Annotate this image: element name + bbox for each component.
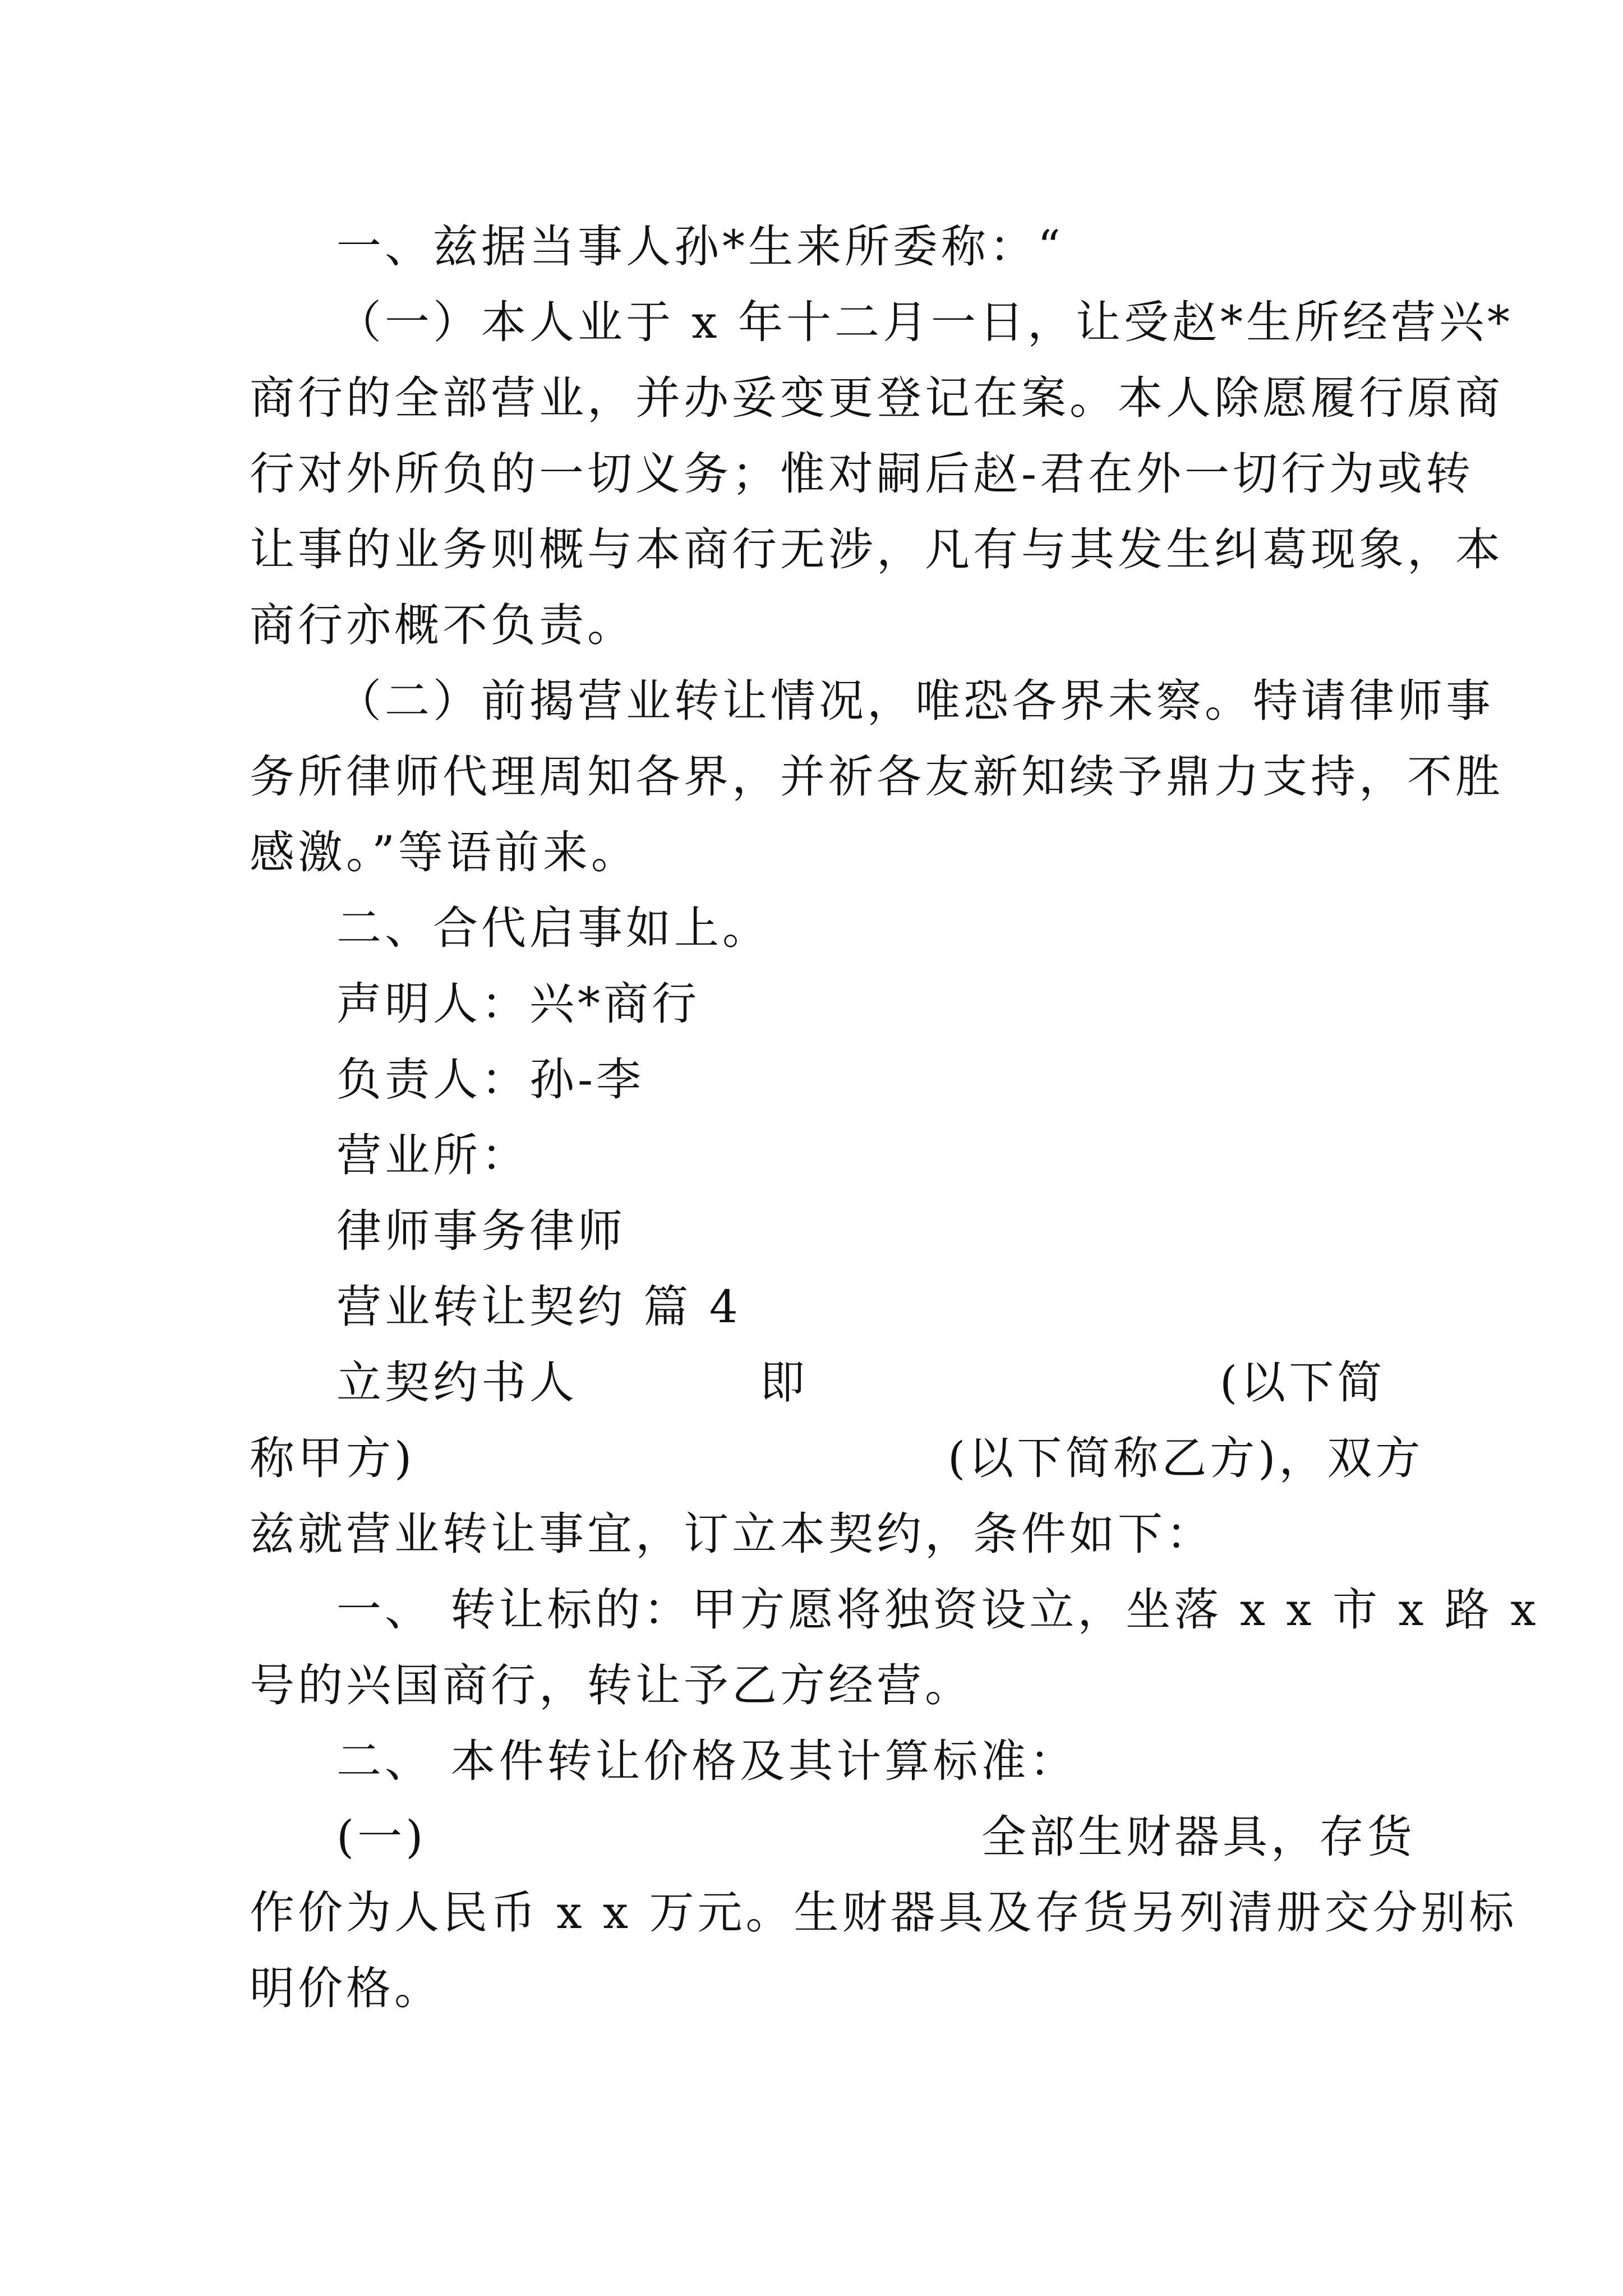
signature-line: 营业所： (336, 1129, 529, 1181)
paragraph-line: （一）本人业于 x 年十二月一日，让受赵*生所经营兴* (336, 296, 1513, 348)
paragraph-line: 务所律师代理周知各界，并祈各友新知续予鼎力支持，不胜 (250, 751, 1504, 803)
clause-line: 号的兴国商行，转让予乙方经营。 (250, 1659, 973, 1711)
signature-line: 声明人：兴*商行 (336, 978, 700, 1030)
paragraph-line: 一、兹据当事人孙*生来所委称：“ (336, 220, 1064, 273)
contract-party-label: 立契约书人 (336, 1356, 578, 1409)
paragraph-line: 兹就营业转让事宜，订立本契约，条件如下： (250, 1508, 1214, 1560)
paragraph-line: 感激。”等语前来。 (250, 826, 639, 878)
paragraph-line: 行对外所负的一切义务；惟对嗣后赵-君在外一切行为或转 (250, 448, 1474, 500)
paragraph-line: 作价为人民币 x x 万元。生财器具及存货另列清册交分别标 (250, 1887, 1518, 1939)
paragraph-line: 商行亦概不负责。 (250, 599, 635, 651)
item-text: 全部生财器具，存货 (981, 1811, 1415, 1863)
paragraph-line: 二、合代启事如上。 (336, 902, 771, 954)
paragraph-line: （二）前揭营业转让情况，唯恐各界未察。特请律师事 (336, 675, 1494, 727)
section-heading: 营业转让契约 篇 4 (336, 1281, 741, 1333)
item-number: (一) (336, 1811, 427, 1863)
signature-line: 律师事务律师 (336, 1205, 626, 1257)
contract-abbrev-label: (以下简 (1220, 1356, 1386, 1409)
paragraph-line: 商行的全部营业，并办妥变更登记在案。本人除愿履行原商 (250, 372, 1504, 424)
paragraph-line: 让事的业务则概与本商行无涉，凡有与其发生纠葛现象，本 (250, 523, 1504, 576)
contract-party-a: 称甲方) (250, 1432, 416, 1484)
signature-line: 负责人：孙-李 (336, 1053, 645, 1106)
clause-line: 一、 转让标的：甲方愿将独资设立，坐落 x x 市 x 路 x (336, 1584, 1539, 1636)
clause-line: 二、 本件转让价格及其计算标准： (336, 1735, 1078, 1787)
paragraph-line: 明价格。 (250, 1962, 442, 2014)
contract-alias-label: 即 (760, 1356, 808, 1409)
contract-party-b: (以下简称乙方)，双方 (948, 1432, 1424, 1484)
